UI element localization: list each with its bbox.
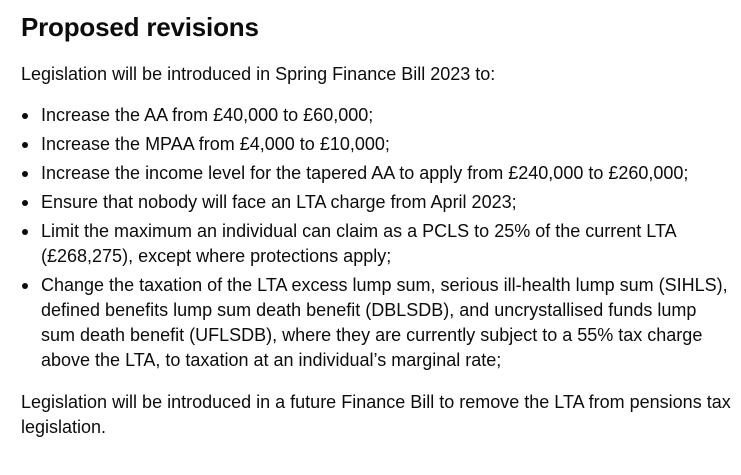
- bullet-icon: [22, 283, 28, 289]
- bullet-icon: [22, 229, 28, 235]
- list-item-text: Limit the maximum an individual can claim as a PCLS to 25% of the current LTA (£268,275), except where protections apply;: [41, 221, 676, 266]
- revisions-list: [21, 103, 731, 373]
- list-item-text: Ensure that nobody will face an LTA charge from April 2023;: [41, 192, 517, 212]
- bullet-icon: [22, 171, 28, 177]
- list-item: [21, 219, 731, 269]
- list-item-text: Increase the AA from £40,000 to £60,000;: [41, 105, 374, 125]
- list-item: [21, 273, 731, 373]
- intro-paragraph: Legislation will be introduced in Spring Finance Bill 2023 to:: [21, 64, 496, 84]
- list-item-text: Increase the MPAA from £4,000 to £10,000;: [41, 134, 390, 154]
- list-item: [21, 190, 731, 215]
- bullet-icon: [22, 142, 28, 148]
- section-heading: Proposed revisions: [21, 12, 259, 42]
- list-item-text: Increase the income level for the tapered AA to apply from £240,000 to £260,000;: [41, 163, 689, 183]
- list-item: [21, 161, 731, 186]
- list-item-text: Change the taxation of the LTA excess lump sum, serious ill-health lump sum (SIHLS), defined benefits lump sum death benefit (DBLSDB), and uncrystallised funds lump sum death benefit (UFLSDB), where they are currently subject to a 55% tax charge above the LTA, to taxation at an individual’s marginal rate;: [41, 275, 728, 370]
- outro-paragraph: Legislation will be introduced in a future Finance Bill to remove the LTA from pensions tax legislation.: [21, 392, 731, 437]
- bullet-icon: [22, 200, 28, 206]
- bullet-icon: [22, 113, 28, 119]
- list-item: [21, 132, 731, 157]
- list-item: [21, 103, 731, 128]
